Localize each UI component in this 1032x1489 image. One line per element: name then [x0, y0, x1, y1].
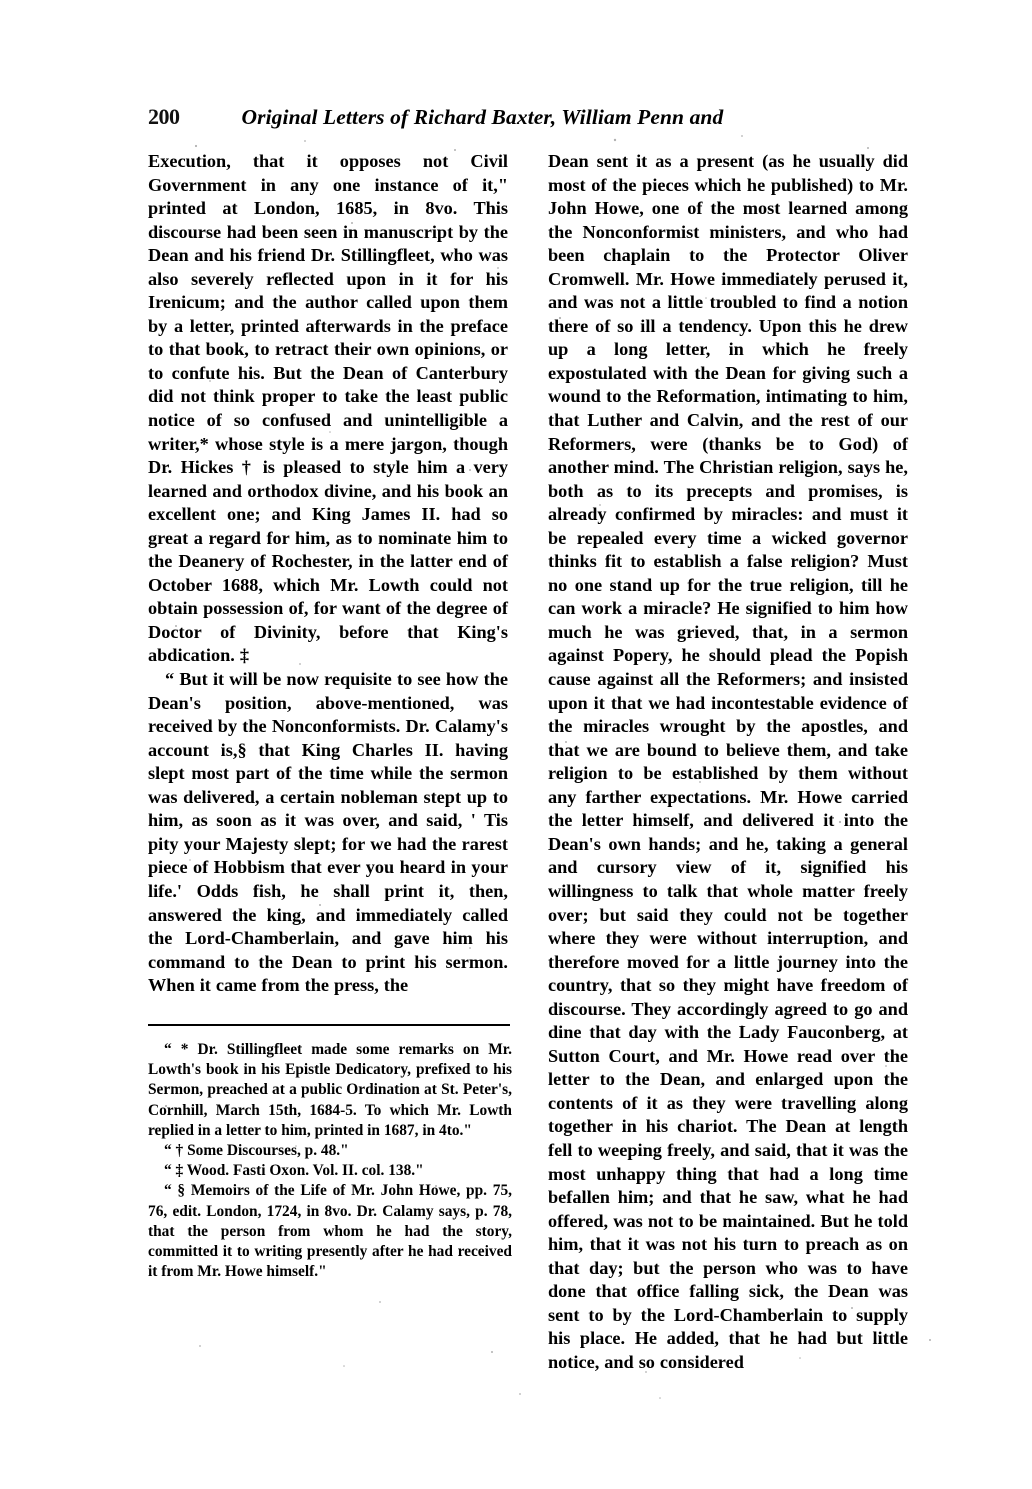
footnote: “ § Memoirs of the Life of Mr. John Howe, pp. 75, 76, edit. London, 1724, in 8vo. Dr. Calamy says, p. 78, that the person from whom he had the story, committed it to writing presently after he had received it from Mr. Howe himself.": [148, 1182, 512, 1281]
running-head: [148, 104, 904, 134]
footnote-divider: [148, 1024, 510, 1026]
footnote: “ * Dr. Stillingfleet made some remarks on Mr. Lowth's book in his Epistle Dedicatory, prefixed to his Sermon, preached at a public Ordination at St. Peter's, Cornhill, March 15th, 1684-5. To which Mr. Lowth replied in a letter to him, printed in 1687, in 4to.": [148, 1041, 512, 1139]
footnote: “ ‡ Wood. Fasti Oxon. Vol. II. col. 138.": [164, 1162, 424, 1180]
footnote-block: [148, 1040, 512, 1282]
paragraph: Execution, that it opposes not Civil Government in any one instance of it," printed at London, 1685, in 8vo. This discourse had been seen in manuscript by the Dean and his friend Dr. Stillingfleet, who was also severely reflected upon in it for his Irenicum; and the author called upon them by a letter, printed afterwards in the preface to that book, to retract their own opinions, or to confute his. But the Dean of Canterbury did not think proper to take the least public notice of so confused and unintelligible a writer,* whose style is a mere jargon, though Dr. Hickes † is pleased to style him a very learned and orthodox divine, and his book an excellent one; and King James II. had so great a regard for him, as to nominate him to the Deanery of Rochester, in the latter end of October 1688, which Mr. Lowth could not obtain possession of, for want of the degree of Doctor of Divinity, before that King's abdication. ‡: [148, 151, 508, 666]
footnote: “ † Some Discourses, p. 48.": [164, 1142, 349, 1160]
running-head-title: Original Letters of Richard Baxter, William Penn and: [241, 105, 724, 129]
paragraph: “ But it will be now requisite to see how the Dean's position, above-mentioned, was received by the Nonconformists. Dr. Calamy's account is,§ that King Charles II. having slept most part of the time while the sermon was delivered, a certain nobleman stept up to him, as soon as it was over, and said, ' Tis pity your Majesty slept; for we had the rarest piece of Hobbism that ever you heard in your life.' Odds fish, he shall print it, then, answered the king, and immediately called the Lord-Chamberlain, and gave him his command to the Dean to print his sermon. When it came from the press, the: [148, 669, 508, 996]
paragraph: Dean sent it as a present (as he usually did most of the pieces which he published) to Mr. John Howe, one of the most learned among the Nonconformist ministers, and who had been chaplain to the Protector Oliver Cromwell. Mr. Howe immediately perused it, and was not a little troubled to find a notion there of so ill a tendency. Upon this he drew up a long letter, in which he freely expostulated with the Dean for giving such a wound to the Reformation, intimating to him, that Luther and Calvin, and the rest of our Reformers, were (thanks be to God) of another mind. The Christian religion, says he, both as to its precepts and promises, is already confirmed by miracles: and must it be repealed every time a wicked governor thinks fit to establish a false religion? Must no one stand up for the true religion, till he can work a miracle? He signified to him how much he was grieved, that, in a sermon against Popery, he should plead the Popish cause against all the Reformers; and insisted upon it that we had incontestable evidence of the miracles wrought by the apostles, and that we are bound to believe them, and take religion to be established by them without any farther expectations. Mr. Howe carried the letter himself, and delivered it into the Dean's own hands; and he, taking a general and cursory view of it, signified his willingness to talk that whole matter freely over; but said they could not be together where they were without interruption, and therefore moved for a little journey into the country, that so they might have freedom of discourse. They accordingly agreed to go and dine that day with the Lady Fauconberg, at Sutton Court, and Mr. Howe read over the letter to the Dean, and enlarged upon the contents of it as they were travelling along together in his chariot. The Dean at length fell to weeping freely, and said, that it was the most unhappy thing that had a long time befallen him; and that he saw, what he had offered, was not to be maintained. But he told him, that it was not his turn to preach as on that day; but the person who was to have done that office falling sick, the Dean was sent to by the Lord-Chamberlain to supply his place. He added, that he had but little notice, and so considered: [548, 151, 908, 1372]
page-number: 200: [148, 104, 180, 129]
right-column: [548, 150, 908, 1374]
